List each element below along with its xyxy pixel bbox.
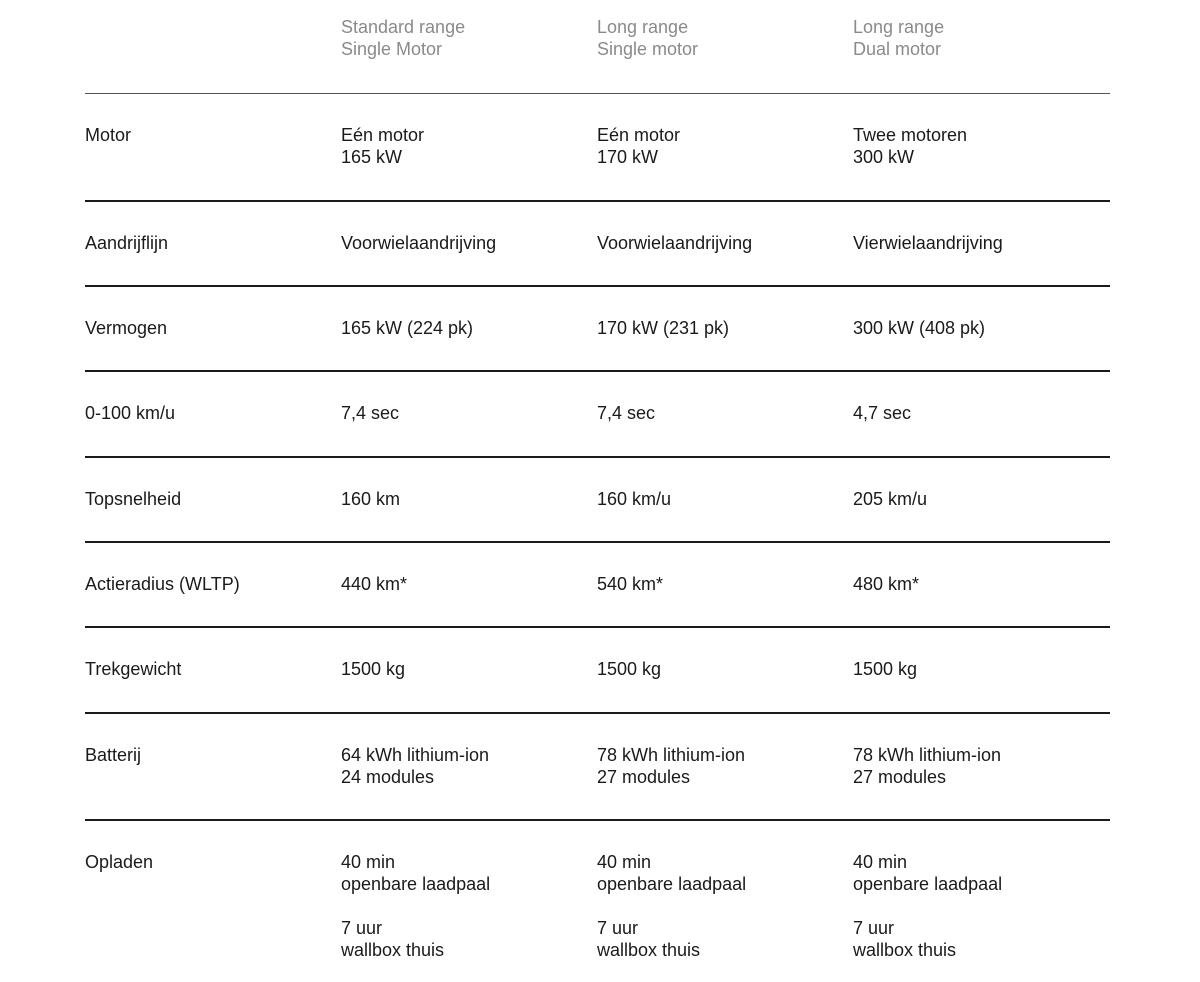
cell-value: Voorwielaandrijving [597,233,753,253]
cell-value: 1500 kg [341,659,406,679]
cell-line: openbare laadpaal [597,874,747,894]
cell-value [597,744,853,788]
header-long-range-dual-motor [853,16,1110,60]
row-label: Trekgewicht [85,659,182,679]
cell-value: 205 km/u [853,489,928,509]
cell-value: 7,4 sec [341,403,400,423]
header-line: Standard range [341,17,466,37]
cell-line: wallbox thuis [341,940,445,960]
cell-line: 40 min [853,852,908,872]
header-long-range-single-motor [597,16,853,60]
cell-value [597,124,853,168]
row-label: Actieradius (WLTP) [85,574,240,594]
cell-line: 78 kWh lithium-ion [597,745,746,765]
cell-value [341,744,597,788]
cell-line: 7 uur [597,918,639,938]
cell-value: 480 km* [853,574,920,594]
cell-value: 165 kW (224 pk) [341,318,474,338]
cell-value: 160 km/u [597,489,672,509]
row-label: Aandrijflijn [85,233,169,253]
cell-line: openbare laadpaal [341,874,491,894]
table-header [85,0,1110,94]
cell-line: 27 modules [853,767,947,787]
table-row-acceleration [85,372,1110,458]
table-row-topsnelheid [85,458,1110,543]
row-label: Vermogen [85,318,168,338]
table-row-opladen [85,821,1110,961]
header-line: Single Motor [341,39,443,59]
row-label: Batterij [85,745,142,765]
cell-line: wallbox thuis [597,940,701,960]
cell-line: 300 kW [853,147,915,167]
cell-value: 1500 kg [853,659,918,679]
cell-value: 1500 kg [597,659,662,679]
cell-value [341,851,597,961]
cell-value [341,124,597,168]
table-row-actieradius [85,543,1110,628]
table-row-aandrijflijn [85,202,1110,287]
spec-table [85,0,1110,961]
cell-line: 27 modules [597,767,691,787]
cell-line: Eén motor [597,125,681,145]
cell-value [853,744,1110,788]
cell-line: 7 uur [853,918,895,938]
cell-line: 78 kWh lithium-ion [853,745,1002,765]
cell-line: 40 min [597,852,652,872]
header-line: Long range [853,17,945,37]
cell-line: openbare laadpaal [853,874,1003,894]
cell-line: 7 uur [341,918,383,938]
cell-value: 4,7 sec [853,403,912,423]
header-line: Long range [597,17,689,37]
table-row-motor [85,94,1110,202]
cell-value: 170 kW (231 pk) [597,318,730,338]
cell-line: 165 kW [341,147,403,167]
header-line: Dual motor [853,39,942,59]
cell-value [853,851,1110,961]
table-row-trekgewicht [85,628,1110,714]
cell-value: Voorwielaandrijving [341,233,497,253]
cell-value: Vierwielaandrijving [853,233,1003,253]
cell-line: 24 modules [341,767,435,787]
cell-line: wallbox thuis [853,940,957,960]
cell-value: 300 kW (408 pk) [853,318,986,338]
cell-line: 170 kW [597,147,659,167]
cell-line: Eén motor [341,125,425,145]
cell-value: 440 km* [341,574,408,594]
cell-value: 160 km [341,489,401,509]
row-label: Topsnelheid [85,489,182,509]
cell-value [597,851,853,961]
cell-value [853,124,1110,168]
cell-line: Twee motoren [853,125,968,145]
header-standard-range-single-motor [341,16,597,60]
line-gap [597,895,853,917]
header-line: Single motor [597,39,699,59]
table-row-vermogen [85,287,1110,372]
table-row-batterij [85,714,1110,821]
cell-line: 64 kWh lithium-ion [341,745,490,765]
row-label: Opladen [85,852,154,872]
line-gap [853,895,1110,917]
cell-value: 540 km* [597,574,664,594]
line-gap [341,895,597,917]
row-label: 0-100 km/u [85,403,176,423]
row-label: Motor [85,125,132,145]
cell-value: 7,4 sec [597,403,656,423]
cell-line: 40 min [341,852,396,872]
